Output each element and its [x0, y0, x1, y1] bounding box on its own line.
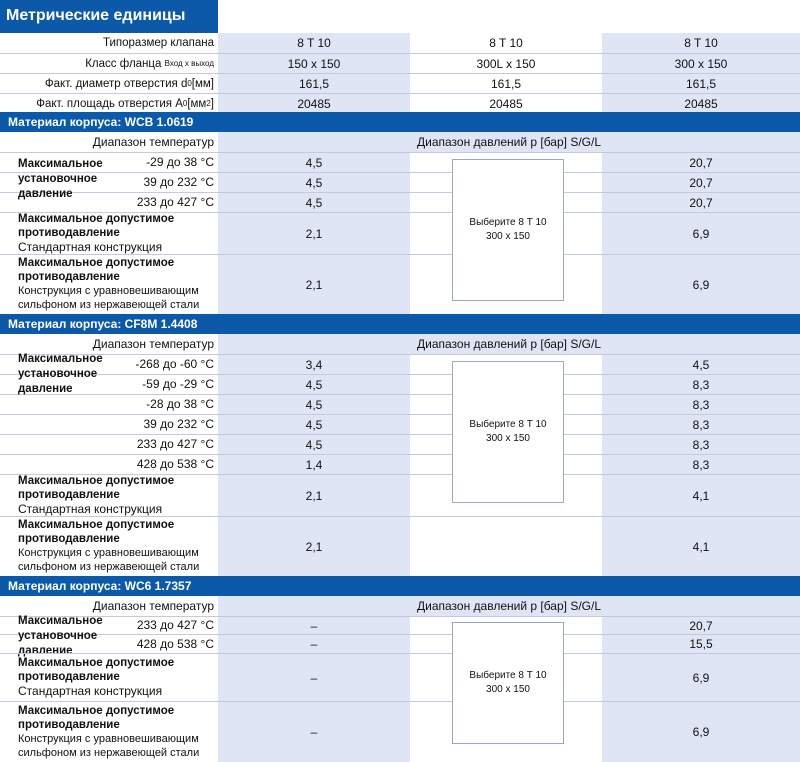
header-row-flange-class	[0, 53, 800, 73]
section-title-wc6: Материал корпуса: WC6 1.7357	[0, 576, 800, 596]
table-row	[0, 454, 800, 474]
select-note-box	[452, 361, 564, 503]
header-value: 8 T 10	[489, 36, 523, 50]
temp-range-label: Диапазон температур	[92, 337, 214, 351]
page-title: Метрические единицы	[0, 0, 218, 33]
header-value: 300 x 150	[602, 54, 800, 73]
header-label-tail: [мм	[187, 97, 207, 110]
temp-range: -28 до 38 °C	[146, 397, 214, 411]
set-pressure-line: Максимальное	[18, 353, 103, 365]
table-row	[0, 434, 800, 454]
header-row-diameter	[0, 73, 800, 93]
value-cell: 1,4	[218, 455, 410, 474]
set-pressure-label	[0, 352, 130, 397]
value-cell: 2,1	[218, 475, 410, 516]
temp-range-label: Диапазон температур	[92, 135, 214, 149]
value-cell: 4,1	[602, 475, 800, 516]
header-label-sup: 2	[206, 99, 211, 108]
header-row-valve-size	[0, 33, 800, 53]
bellows-design-line: сильфоном из нержавеющей стали	[18, 561, 200, 573]
select-note-box	[452, 159, 564, 301]
header-label	[0, 54, 218, 73]
value-cell: –	[218, 654, 410, 701]
temp-range: 428 до 538 °C	[136, 636, 214, 651]
temp-range: 39 до 232 °C	[143, 175, 214, 189]
value-cell: –	[218, 702, 410, 762]
pressure-range-label: Диапазон давлений p [бар] S/G/L	[218, 596, 800, 616]
value-cell: 4,5	[218, 193, 410, 212]
header-label-main: Факт. диаметр отверстия d	[44, 77, 188, 90]
header-value: 161,5	[602, 74, 800, 93]
header-label-end: ]	[210, 97, 214, 110]
bellows-design-line: сильфоном из нержавеющей стали	[18, 746, 200, 759]
temp-range: 39 до 232 °C	[143, 417, 214, 431]
value-cell: 8,3	[602, 455, 800, 474]
value-cell: 4,5	[218, 395, 410, 414]
backpressure-line: противодавление	[18, 718, 120, 731]
temp-range: -29 до 38 °C	[146, 155, 214, 169]
select-note-line: 300 x 150	[486, 231, 530, 242]
backpressure-line: противодавление	[18, 489, 120, 501]
value-cell: 6,9	[602, 213, 800, 254]
header-label	[0, 94, 218, 113]
header-value: 8 T 10	[602, 33, 800, 53]
value-cell: 15,5	[602, 635, 800, 653]
value-cell: 6,9	[602, 654, 800, 701]
temp-range: -59 до -29 °C	[142, 377, 214, 391]
value-cell: 20,7	[602, 617, 800, 634]
backpressure-bellows-label	[0, 701, 218, 762]
temp-range: -268 до -60 °C	[135, 357, 214, 371]
value-cell: 2,1	[218, 517, 410, 576]
header-row-area	[0, 93, 800, 113]
temp-range-label: Диапазон температур	[92, 599, 214, 613]
header-value: 8 T 10	[218, 33, 410, 53]
value-cell: 8,3	[602, 395, 800, 414]
temp-range: 233 до 427 °C	[136, 195, 214, 209]
set-pressure-line: давление	[18, 645, 73, 657]
backpressure-bellows-label	[0, 516, 218, 576]
value-cell: –	[218, 635, 410, 653]
backpressure-standard-label	[0, 653, 218, 701]
standard-design: Стандартная конструкция	[18, 684, 163, 698]
header-label-index: 0	[187, 79, 192, 88]
set-pressure-line: Максимальное	[18, 158, 103, 170]
bellows-design-line: Конструкция с уравновешивающим	[18, 547, 199, 559]
range-header-row	[0, 132, 800, 152]
header-label-index: 0	[182, 99, 188, 108]
pressure-range-label: Диапазон давлений p [бар] S/G/L	[218, 132, 800, 152]
backpressure-line: Максимальное допустимое	[18, 257, 175, 269]
value-cell: 4,5	[218, 153, 410, 172]
set-pressure-line: давление	[18, 188, 73, 200]
select-note-line: Выберите 8 T 10	[469, 670, 547, 681]
value-cell: 4,1	[602, 517, 800, 576]
bellows-design-line: сильфоном из нержавеющей стали	[18, 299, 200, 311]
backpressure-line: противодавление	[18, 671, 120, 683]
header-label-sub: Вход x выход	[164, 59, 214, 68]
select-note-line: 300 x 150	[486, 684, 530, 695]
value-cell: 8,3	[602, 415, 800, 434]
value-cell: 20,7	[602, 153, 800, 172]
header-value: 300L x 150	[476, 56, 536, 71]
backpressure-standard-label	[0, 212, 218, 254]
header-value: 20485	[602, 94, 800, 113]
range-header-row	[0, 334, 800, 354]
value-cell: 3,4	[218, 355, 410, 374]
set-pressure-line: давление	[18, 383, 73, 395]
value-cell: 8,3	[602, 435, 800, 454]
temp-range: 233 до 427 °C	[136, 437, 214, 451]
value-cell: 20,7	[602, 173, 800, 192]
select-note-line: 300 x 150	[486, 433, 530, 444]
value-cell: 4,5	[218, 435, 410, 454]
table-row	[0, 414, 800, 434]
backpressure-line: противодавление	[18, 227, 120, 239]
select-note-line: Выберите 8 T 10	[469, 419, 547, 430]
bellows-design-line: Конструкция с уравновешивающим	[18, 732, 199, 745]
section-title-wcb: Материал корпуса: WCB 1.0619	[0, 112, 800, 132]
temp-range: 428 до 538 °C	[136, 457, 214, 471]
header-label-main: Класс фланца	[85, 57, 162, 70]
backpressure-line: Максимальное допустимое	[18, 475, 175, 487]
temp-range: 233 до 427 °C	[136, 618, 214, 632]
backpressure-line: противодавление	[18, 271, 120, 283]
header-label-main: Факт. площадь отверстия A	[36, 97, 183, 110]
header-value: 161,5	[218, 74, 410, 93]
value-cell: 4,5	[602, 355, 800, 374]
section-title-cf8m: Материал корпуса: CF8M 1.4408	[0, 314, 800, 334]
backpressure-line: Максимальное допустимое	[18, 519, 175, 531]
value-cell: 6,9	[602, 255, 800, 314]
backpressure-line: Максимальное допустимое	[18, 704, 175, 717]
backpressure-line: противодавление	[18, 533, 120, 545]
value-cell: 4,5	[218, 173, 410, 192]
standard-design: Стандартная конструкция	[18, 240, 163, 254]
header-value: 20485	[218, 94, 410, 113]
backpressure-standard-label	[0, 474, 218, 516]
select-note-box	[452, 622, 564, 744]
value-cell: 6,9	[602, 702, 800, 762]
set-pressure-label	[0, 157, 130, 202]
set-pressure-line: установочное	[18, 368, 98, 380]
set-pressure-line: установочное	[18, 630, 98, 642]
value-cell: 2,1	[218, 213, 410, 254]
value-cell: –	[218, 617, 410, 634]
value-cell: 4,5	[218, 375, 410, 394]
set-pressure-line: установочное	[18, 173, 98, 185]
bellows-design-line: Конструкция с уравновешивающим	[18, 285, 199, 297]
set-pressure-line: Максимальное	[18, 615, 103, 627]
value-cell: 2,1	[218, 255, 410, 314]
header-label: Типоразмер клапана	[102, 37, 214, 49]
backpressure-bellows-label	[0, 254, 218, 314]
header-value: 20485	[489, 96, 523, 111]
backpressure-line: Максимальное допустимое	[18, 657, 175, 669]
backpressure-line: Максимальное допустимое	[18, 213, 175, 225]
header-value: 161,5	[490, 76, 522, 91]
header-value: 150 x 150	[218, 54, 410, 73]
range-header-row	[0, 596, 800, 616]
header-label	[0, 74, 218, 93]
value-cell: 4,5	[218, 415, 410, 434]
header-label-tail: [мм]	[191, 77, 214, 90]
standard-design: Стандартная конструкция	[18, 502, 163, 516]
select-note-line: Выберите 8 T 10	[469, 217, 547, 228]
value-cell: 20,7	[602, 193, 800, 212]
table-row	[0, 394, 800, 414]
value-cell: 8,3	[602, 375, 800, 394]
pressure-range-label: Диапазон давлений p [бар] S/G/L	[218, 334, 800, 354]
